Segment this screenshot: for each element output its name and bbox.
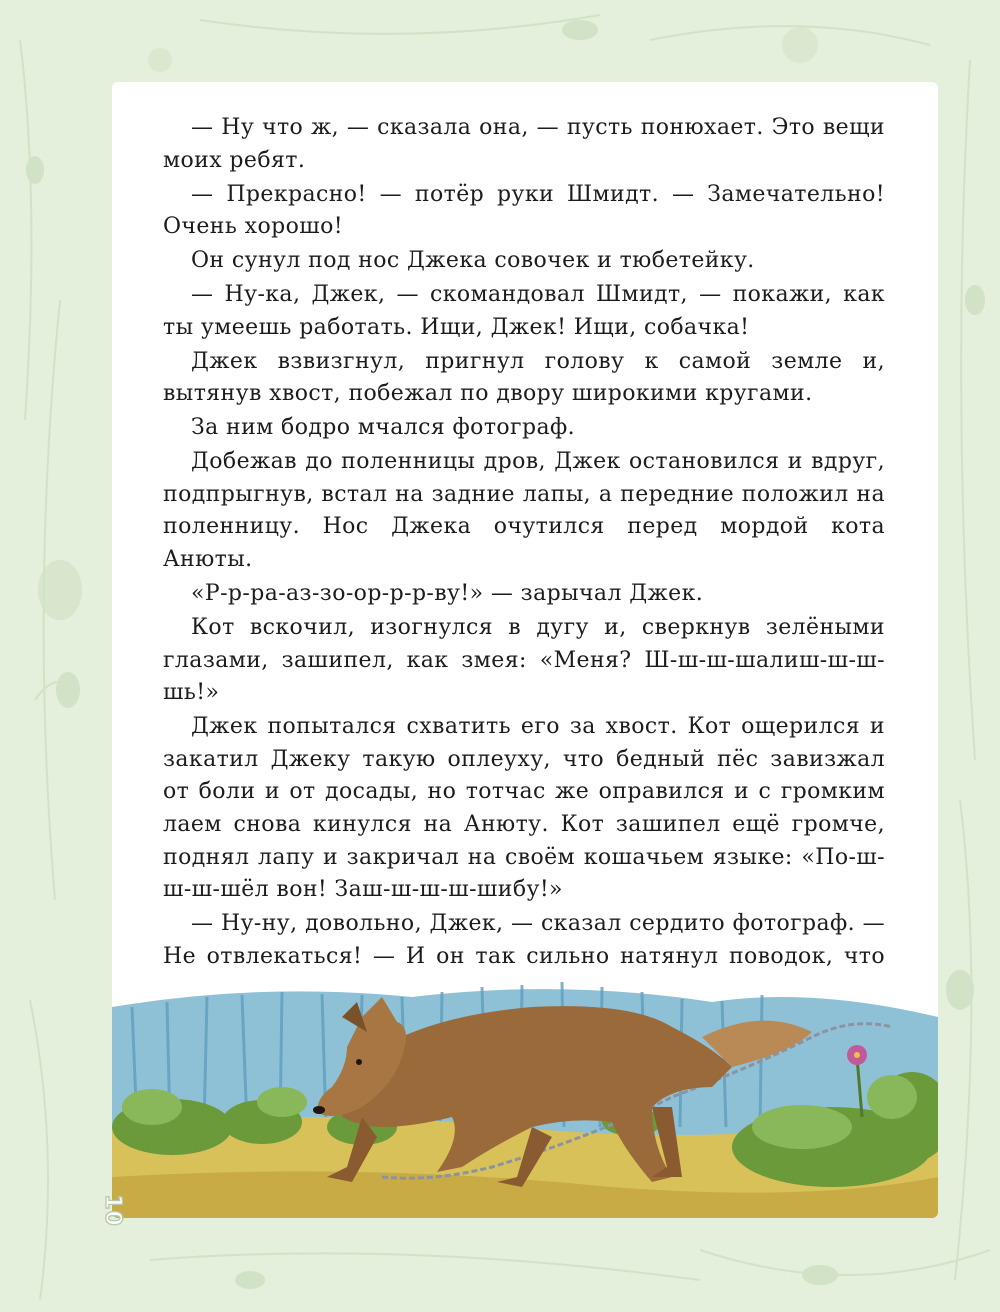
paragraph: Он сунул под нос Джека совочек и тюбетейку.: [191, 248, 755, 274]
page-number: 10: [99, 1194, 125, 1227]
dog-illustration: [112, 977, 938, 1218]
paragraph: За ним бодро мчался фотограф.: [191, 415, 575, 441]
story-text: [163, 112, 885, 1006]
paragraph: — Ну-ну, довольно, Джек, — сказал сердито фотограф. — Не отвлекаться! — И он так сильно натянул поводок, что: [163, 911, 885, 969]
paragraph: — Ну что ж, — сказала она, — пусть понюхает. Это вещи моих ребят.: [163, 115, 885, 173]
paragraph: Добежав до поленницы дров, Джек остановился и вдруг, подпрыгнув, встал на задние лапы, а передние положил на поленницу. Нос Джека очутился перед мордой кота Анюты.: [163, 449, 885, 573]
paragraph: «Р-р-ра-аз-зо-ор-р-р-ву!» — зарычал Джек.: [191, 581, 704, 607]
paragraph: Кот вскочил, изогнулся в дугу и, сверкнув зелёными глазами, зашипел, как змея: «Меня? Ш-ш-ш-шалиш-ш-ш-шь!»: [163, 615, 885, 706]
paragraph: — Прекрасно! — потёр руки Шмидт. — Замечательно! Очень хорошо!: [163, 181, 885, 240]
text-panel: [112, 82, 938, 1218]
paragraph: Джек взвизгнул, пригнул голову к самой земле и, вытянув хвост, побежал по двору широкими кругами.: [163, 348, 885, 407]
paragraph: Джек попытался схватить его за хвост. Кот ощерился и закатил Джеку такую оплеуху, что бедный пёс завизжал от боли и от досады, но тотчас же оправился и с громким лаем снова кинулся на Анюту. Кот зашипел ещё громче, поднял лапу и закричал на своём кошачьем языке: «По-ш-ш-ш-шёл вон! Заш-ш-ш-ш-шибу!»: [163, 714, 885, 903]
paragraph: — Ну-ка, Джек, — скомандовал Шмидт, — покажи, как ты умеешь работать. Ищи, Джек! Ищи, собачка!: [163, 282, 885, 340]
